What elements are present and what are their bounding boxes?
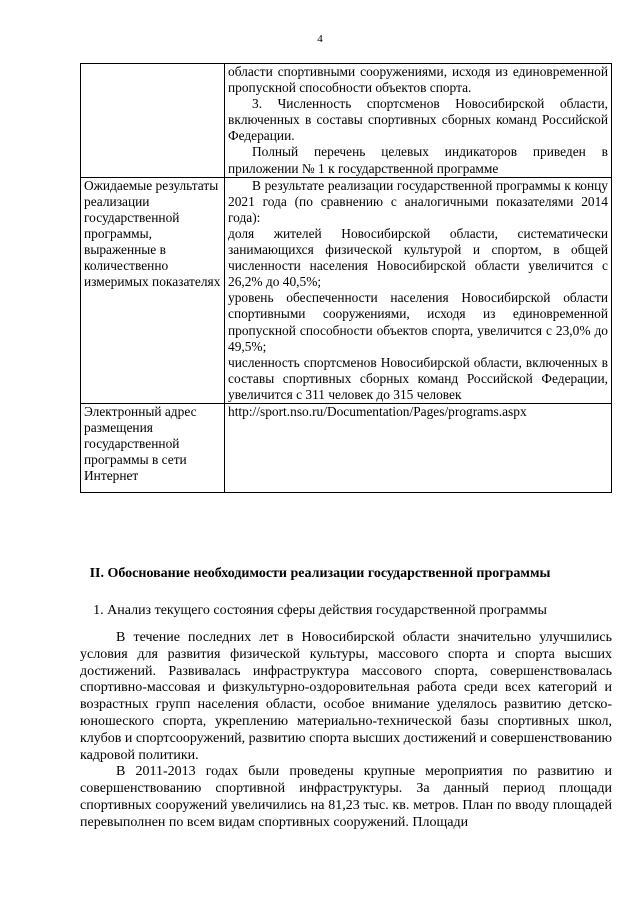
row-label bbox=[81, 64, 225, 178]
row-content bbox=[225, 177, 612, 403]
row-label: Электронный адрес размещения государственной программы в сети Интернет bbox=[81, 403, 225, 492]
content-paragraph: доля жителей Новосибирской области, систематически занимающихся физической культурой и спортом, в общей численности населения Новосибирской области увеличится с 26,2% до 40,5%; bbox=[228, 225, 608, 290]
row-label: Ожидаемые результаты реализации государственной программы, выраженные в количественно измеримых показателях bbox=[81, 177, 225, 403]
table-row bbox=[81, 177, 612, 403]
table-row bbox=[81, 64, 612, 178]
body-text bbox=[80, 630, 612, 832]
subsection-heading: 1. Анализ текущего состояния сферы действия государственной программы bbox=[93, 603, 547, 618]
content-paragraph: численность спортсменов Новосибирской области, включенных в составы спортивных сборных команд Российской Федерации, увеличится с 311 человек до 315 человек bbox=[228, 354, 608, 402]
content-paragraph: 3. Численность спортсменов Новосибирской области, включенных в составы спортивных сборных команд Российской Федерации. bbox=[228, 96, 608, 144]
content-paragraph: Полный перечень целевых индикаторов приведен в приложении № 1 к государственной программе bbox=[228, 144, 608, 176]
row-content bbox=[225, 64, 612, 178]
program-url: http://sport.nso.ru/Documentation/Pages/programs.aspx bbox=[228, 403, 527, 419]
content-paragraph: области спортивными сооружениями, исходя из единовременной пропускной способности объектов спорта. bbox=[228, 64, 608, 96]
section-heading: II. Обоснование необходимости реализации государственной программы bbox=[89, 566, 551, 581]
table-row bbox=[81, 403, 612, 492]
row-content bbox=[225, 403, 612, 492]
body-paragraph: В 2011-2013 годах были проведены крупные мероприятия по развитию и совершенствованию спортивной инфраструктуры. За данный период площади спортивных сооружений увеличились на 81,23 тыс. кв. метров. План по вводу площадей перевыполнен по всем видам спортивных сооружений. Площади bbox=[80, 764, 612, 830]
content-paragraph: В результате реализации государственной программы к концу 2021 года (по сравнению с аналогичными показателями 2014 года): bbox=[228, 177, 608, 225]
content-paragraph: уровень обеспеченности населения Новосибирской области спортивными сооружениями, исходя из единовременной пропускной способности объектов спорта, увеличится с 23,0% до 49,5%; bbox=[228, 290, 608, 354]
program-passport-table bbox=[80, 63, 612, 493]
body-paragraph: В течение последних лет в Новосибирской области значительно улучшились условия для развития физической культуры, массового спорта и спорта высших достижений. Развивалась инфраструктура массового спорта, совершенствовалась спортивно-массовая и физкультурно-оздоровительная работа среди всех категорий и возрастных групп населения области, особое внимание уделялось развитию детско-юношеского спорта, укреплению материально-технической базы спортивных школ, клубов и спортсооружений, развитию спорта высших достижений и совершенствованию кадровой политики. bbox=[80, 630, 612, 763]
page-number: 4 bbox=[317, 33, 323, 45]
